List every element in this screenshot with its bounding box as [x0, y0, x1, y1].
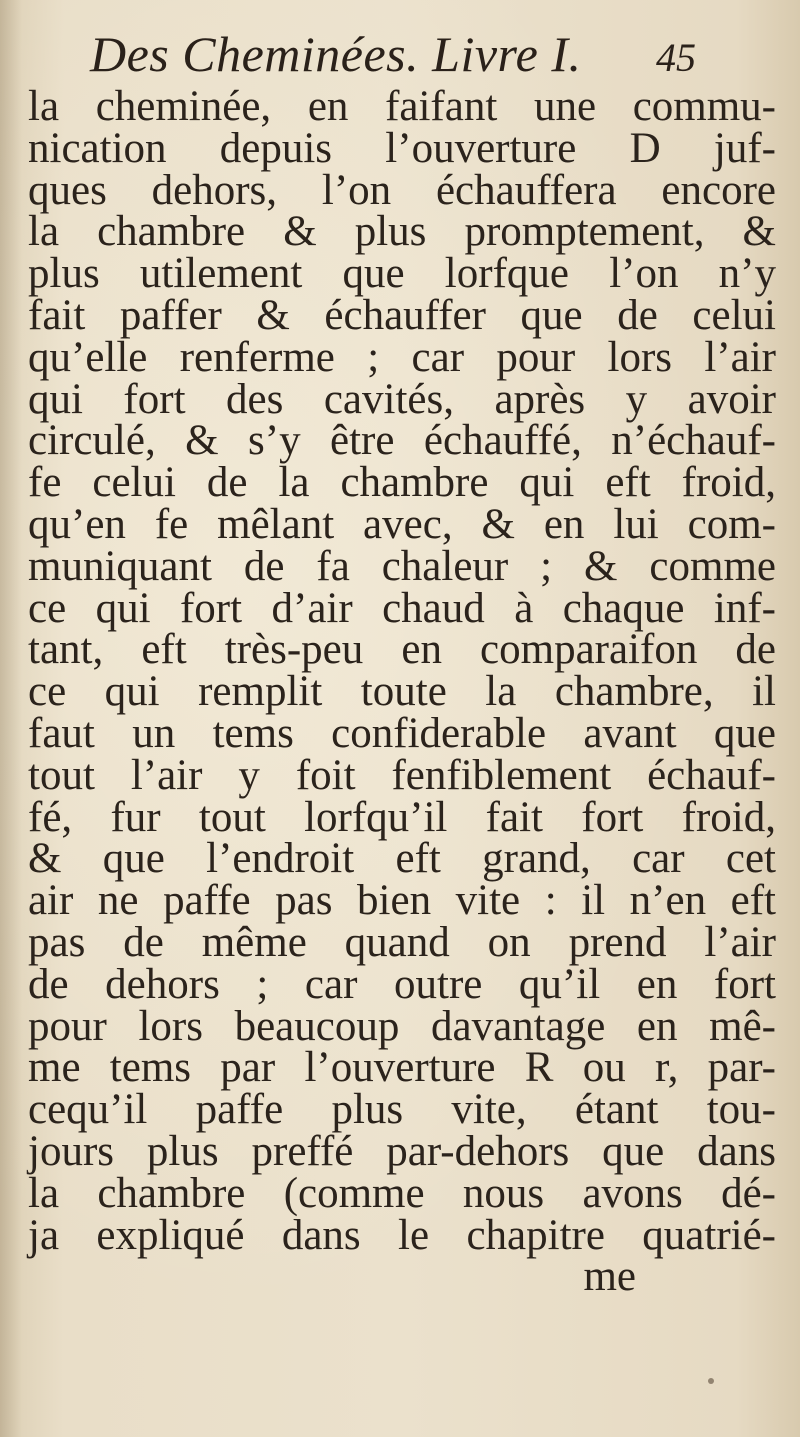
catchword: me	[583, 1253, 636, 1301]
text-line: pour lors beaucoup davantage en mê-	[28, 1002, 776, 1050]
text-line: jours plus preffé par-dehors que dans	[28, 1127, 776, 1175]
text-line: muniquant de fa chaleur ; & comme	[28, 542, 776, 590]
paper-speck	[708, 1378, 714, 1384]
page-number: 45	[656, 35, 696, 80]
body-text	[28, 83, 776, 1301]
text-line: fait paffer & échauffer que de celui	[28, 291, 776, 339]
page-gutter-shadow	[0, 0, 22, 1437]
text-line: tout l’air y foit fenfiblement échauf-	[28, 751, 776, 799]
text-line: ques dehors, l’on échauffera encore	[28, 166, 776, 214]
text-line: qu’en fe mêlant avec, & en lui com-	[28, 500, 776, 548]
text-line: la chambre (comme nous avons dé-	[28, 1169, 776, 1217]
text-line: & que l’endroit eft grand, car cet	[28, 835, 776, 883]
text-line: cequ’il paffe plus vite, étant tou-	[28, 1086, 776, 1134]
text-line: de dehors ; car outre qu’il en fort	[28, 960, 776, 1008]
running-title: Des Cheminées. Livre I.	[90, 26, 582, 82]
text-line: pas de même quand on prend l’air	[28, 918, 776, 966]
text-line: circulé, & s’y être échauffé, n’échauf-	[28, 417, 776, 465]
text-line: fé, fur tout lorfqu’il fait fort froid,	[28, 793, 776, 841]
text-line: ja expliqué dans le chapitre quatrié-	[28, 1211, 776, 1259]
text-line: faut un tems confiderable avant que	[28, 709, 776, 757]
text-line: me tems par l’ouverture R ou r, par-	[28, 1044, 776, 1092]
text-line: plus utilement que lorfque l’on n’y	[28, 250, 776, 298]
text-line: qu’elle renferme ; car pour lors l’air	[28, 333, 776, 381]
text-line: qui fort des cavités, après y avoir	[28, 375, 776, 423]
text-line: la chambre & plus promptement, &	[28, 208, 776, 256]
text-line: la cheminée, en faifant une commu-	[28, 83, 776, 130]
text-line: nication depuis l’ouverture D juf-	[28, 124, 776, 172]
text-line: fe celui de la chambre qui eft froid,	[28, 459, 776, 507]
text-line: ce qui remplit toute la chambre, il	[28, 668, 776, 716]
text-line: air ne paffe pas bien vite : il n’en eft	[28, 877, 776, 925]
text-line: tant, eft très-peu en comparaifon de	[28, 626, 776, 674]
text-line: ce qui fort d’air chaud à chaque inf-	[28, 584, 776, 632]
running-header	[90, 22, 790, 86]
